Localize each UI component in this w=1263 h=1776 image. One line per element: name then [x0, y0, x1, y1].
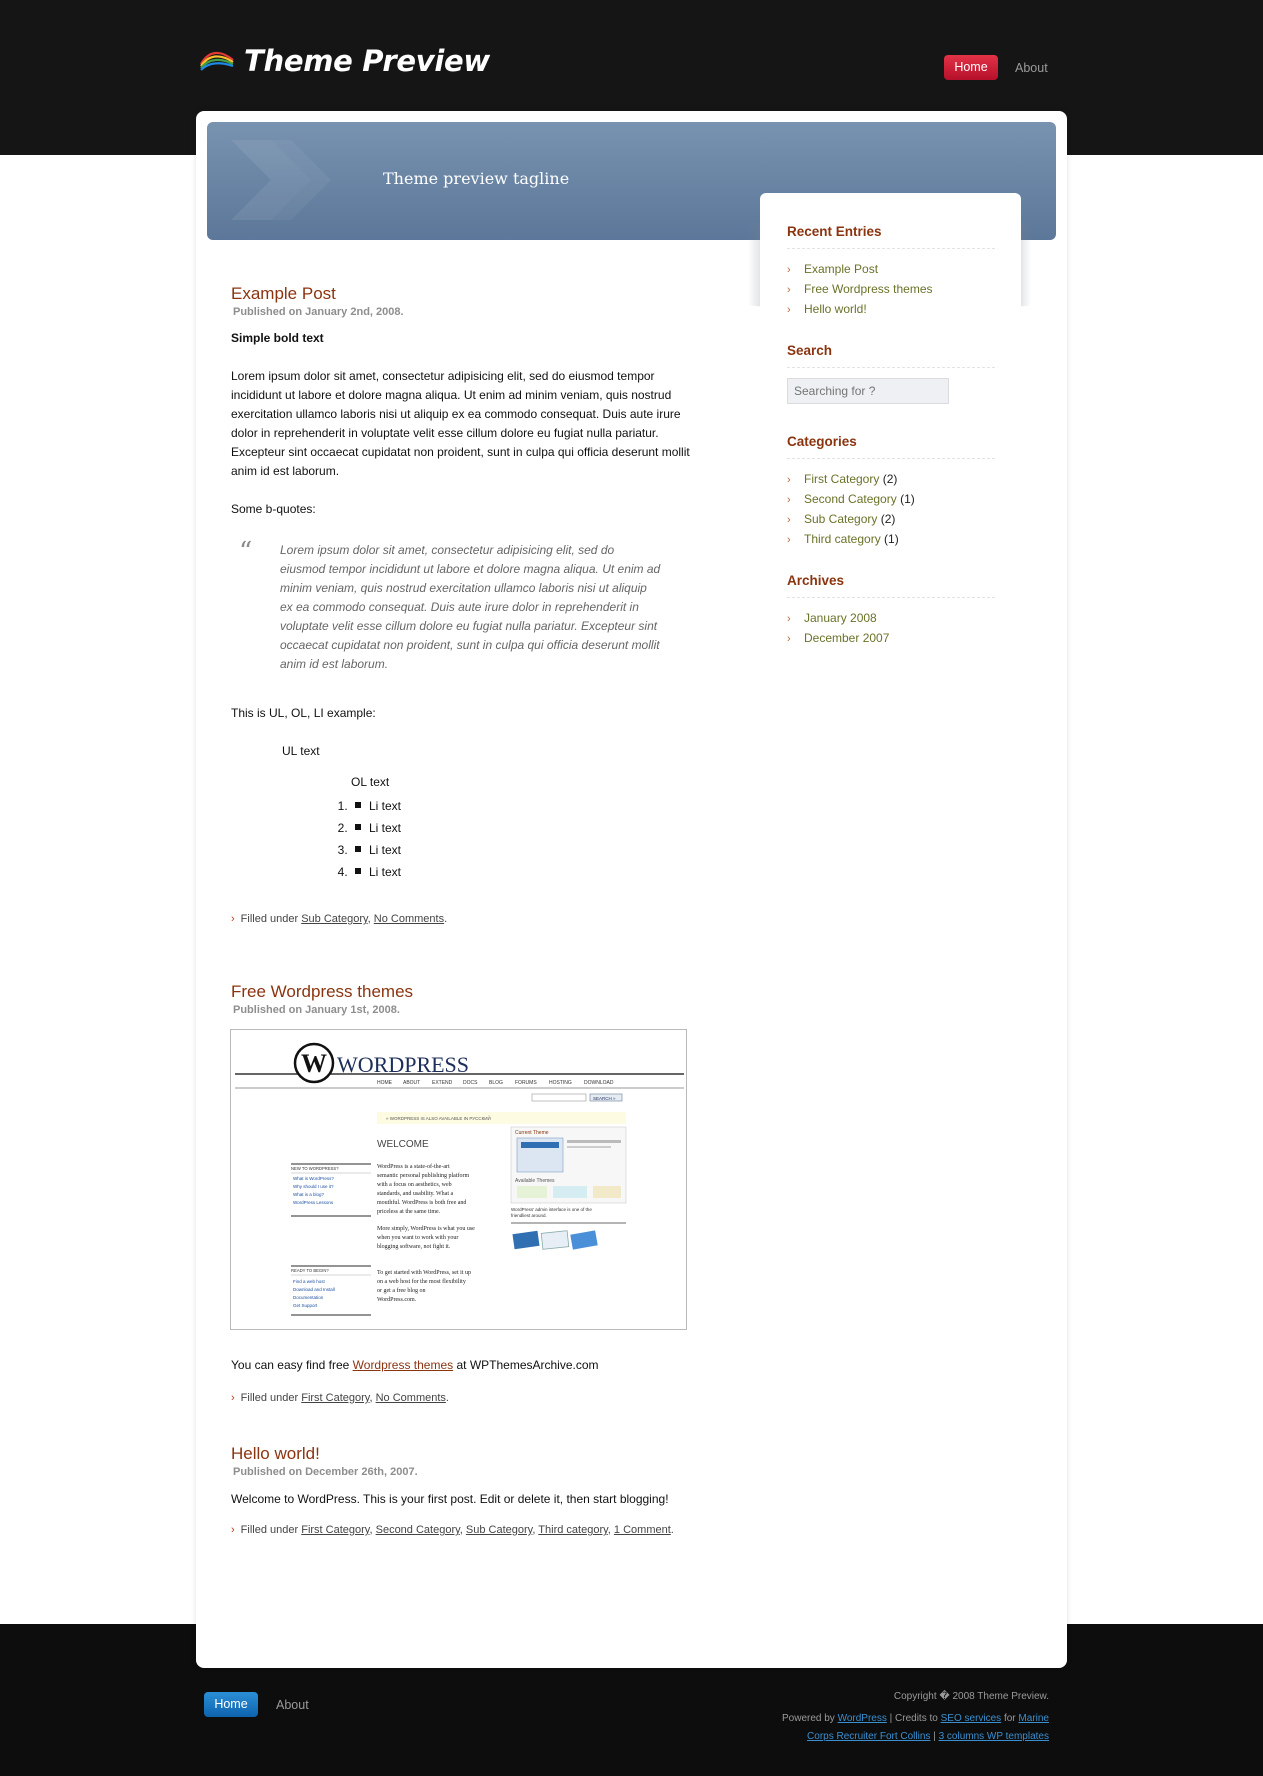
wp-logo: WORDPRESS [337, 1052, 470, 1077]
wp-left-link: Get Support [293, 1303, 318, 1308]
wp-left-link: Documentation [293, 1295, 324, 1300]
wp-current-theme: Current Theme [515, 1130, 549, 1136]
search-widget [787, 343, 995, 404]
widget-title: Recent Entries [787, 224, 995, 249]
chevron-right-icon: › [231, 1392, 235, 1404]
category-link[interactable]: First Category [301, 1392, 370, 1404]
wp-left-heading: READY TO BEGIN? [291, 1268, 329, 1273]
wp-left-link: What is WordPress? [293, 1176, 334, 1181]
li-text: Li text [369, 821, 402, 835]
post-free-themes [231, 982, 706, 1016]
seo-services-link[interactable]: SEO services [940, 1713, 1002, 1724]
li-text: Li text [369, 865, 402, 879]
top-nav [944, 55, 1048, 80]
chevron-right-icon: › [787, 474, 791, 486]
archive-link[interactable]: January 2008 [804, 611, 877, 625]
chevron-right-icon [231, 140, 341, 220]
nav-home-button[interactable]: Home [944, 55, 998, 80]
wp-caption-line: WordPress' admin interface is one of the [511, 1207, 592, 1212]
wp-nav-item: HOSTING [549, 1080, 572, 1086]
chevron-right-icon: › [787, 534, 791, 546]
list-item [787, 509, 995, 529]
wordpress-screenshot [231, 1030, 687, 1330]
wp-body-line: To get started with WordPress, set it up [377, 1270, 471, 1276]
list-item [787, 529, 995, 549]
corps-recruiter-link[interactable]: Corps Recruiter Fort Collins [807, 1731, 931, 1742]
wp-left-link: Why should I use it? [293, 1184, 334, 1189]
wp-nav-item: EXTEND [432, 1080, 453, 1086]
credits-line [782, 1728, 1049, 1746]
credits-separator: | [933, 1731, 936, 1742]
wp-welcome: WELCOME [377, 1139, 429, 1150]
chevron-right-icon: › [787, 613, 791, 625]
wp-nav-item: DOCS [463, 1080, 478, 1086]
recent-entry-link[interactable]: Hello world! [804, 302, 867, 316]
widget-title: Categories [787, 434, 995, 459]
ordered-list [351, 795, 706, 883]
category-link[interactable]: Sub Category [301, 913, 368, 925]
wp-left-link: WordPress Lessons [293, 1200, 334, 1205]
archives-widget [787, 573, 995, 648]
comments-link[interactable]: No Comments [373, 913, 445, 925]
filed-label: Filled under [240, 1392, 299, 1404]
wp-nav-item: ABOUT [403, 1080, 421, 1086]
bquote-intro: Some b-quotes: [231, 502, 316, 516]
category-count: (2) [882, 472, 898, 486]
text-before-link: You can easy find free [231, 1358, 350, 1372]
wp-left-link: Download and Install [293, 1287, 335, 1292]
credits-text: Powered by [782, 1713, 835, 1724]
list-item [787, 608, 995, 628]
wp-templates-link[interactable]: 3 columns WP templates [938, 1731, 1049, 1742]
post-title[interactable]: Hello world! [231, 1444, 320, 1463]
category-link[interactable]: Second Category [375, 1524, 460, 1536]
wordpress-themes-link[interactable]: Wordpress themes [352, 1358, 454, 1372]
list-item [351, 839, 706, 861]
category-link[interactable]: Third category [538, 1524, 608, 1536]
category-link[interactable]: First Category [804, 472, 880, 486]
wp-body-line: on a web host for the most flexibility [377, 1279, 466, 1285]
ul-text: UL text [282, 744, 320, 758]
post-free-themes-body [231, 1356, 706, 1404]
post-meta: › Filled under First Category, No Comments. [231, 1392, 449, 1404]
post-date: Published on December 26th, 2007. [233, 1466, 418, 1478]
logo-swoosh-icon [199, 46, 235, 76]
quote-mark-icon: “ [239, 537, 253, 567]
li-text: Li text [369, 843, 402, 857]
list-item [787, 299, 995, 319]
ol-text: OL text [351, 775, 390, 789]
site-logo[interactable] [199, 44, 490, 78]
wp-body-line: with a focus on aesthetics, web [377, 1182, 452, 1188]
category-count: (2) [880, 512, 896, 526]
li-text: Li text [369, 799, 402, 813]
wp-body-line: blogging software, not fight it. [377, 1244, 451, 1250]
wp-nav-item: BLOG [489, 1080, 503, 1086]
post-hello-world [231, 1444, 706, 1536]
list-intro: This is UL, OL, LI example: [231, 706, 376, 720]
chevron-right-icon: › [787, 494, 791, 506]
credits-text: | Credits to [889, 1713, 938, 1724]
chevron-right-icon: › [787, 284, 791, 296]
post-example [231, 284, 706, 925]
wp-body-line: mouthful. WordPress is both free and [377, 1200, 467, 1206]
footer-home-button[interactable]: Home [204, 1692, 258, 1717]
svg-text:W: W [301, 1049, 327, 1078]
archive-link[interactable]: December 2007 [804, 631, 890, 645]
list-item [351, 795, 706, 817]
copyright: Copyright � 2008 Theme Preview. [893, 1691, 1049, 1702]
post-paragraph: Lorem ipsum dolor sit amet, consectetur adipisicing elit, sed do eiusmod tempor incididunt ut labore et dolore magna aliqua. Ut enim ad minim veniam, quis nostrud exercitation ullamco laboris nisi ut aliquip ex ea commodo consequat. Duis aute irure dolor in reprehenderit in voluptate velit esse cillum dolore eu fugiat nulla pariatur. Excepteur sint occaecat cupidatat non proident, sunt in culpa qui officia deserunt mollit anim id est laborum. [231, 369, 690, 478]
credits-line [782, 1710, 1049, 1728]
post-meta: › Filled under First Category, Second Category, Sub Category, Third category, 1 Comment. [231, 1524, 674, 1536]
nav-about-link[interactable]: About [1015, 60, 1048, 75]
list-item [787, 469, 995, 489]
list-item [787, 628, 995, 648]
wp-notice: » WORDPRESS IS ALSO AVAILABLE IN РУССКИЙ [386, 1116, 491, 1121]
post-title[interactable]: Example Post [231, 284, 336, 303]
chevron-right-icon: › [787, 264, 791, 276]
category-link[interactable]: Sub Category [804, 512, 878, 526]
post-text [231, 1356, 706, 1375]
site-title[interactable]: Theme Preview [244, 44, 490, 78]
widget-title: Archives [787, 573, 995, 598]
bold-text: Simple bold text [231, 331, 324, 345]
marine-link[interactable]: Marine [1018, 1713, 1049, 1724]
wp-nav-item: FORUMS [515, 1080, 537, 1086]
wp-left-link: Find a web host [293, 1279, 325, 1284]
widget-title: Search [787, 343, 995, 368]
wp-body-line: WordPress is a state-of-the-art [377, 1164, 450, 1170]
wp-nav-item: HOME [377, 1080, 392, 1086]
category-link[interactable]: First Category [301, 1524, 370, 1536]
category-link[interactable]: Second Category [804, 492, 897, 506]
list-item [351, 861, 706, 883]
chevron-right-icon: › [787, 304, 791, 316]
search-input[interactable] [787, 378, 949, 404]
wp-body-line: More simply, WordPress is what you use [377, 1226, 475, 1232]
filed-label: Filled under [240, 913, 299, 925]
chevron-right-icon: › [787, 633, 791, 645]
categories-widget [787, 434, 995, 549]
post-date: Published on January 1st, 2008. [233, 1004, 400, 1016]
site-tagline: Theme preview tagline [383, 169, 570, 188]
recent-entries-widget [787, 224, 995, 319]
wp-available-themes: Available Themes [515, 1178, 555, 1184]
category-count: (1) [884, 532, 899, 546]
wp-body-line: standards, and usability. What a [377, 1191, 454, 1197]
wordpress-screenshot-image [230, 1029, 687, 1330]
wordpress-link[interactable]: WordPress [837, 1713, 887, 1724]
text-after-link: at WPThemesArchive.com [456, 1358, 599, 1372]
wp-body-line: when you want to work with your [377, 1235, 459, 1241]
recent-entry-link[interactable]: Free Wordpress themes [804, 282, 933, 296]
category-link[interactable]: Sub Category [465, 1524, 533, 1536]
wp-left-link: What is a blog? [293, 1192, 325, 1197]
wp-body-line: semantic personal publishing platform [377, 1173, 470, 1179]
wp-left-heading: NEW TO WORDPRESS? [291, 1166, 339, 1171]
post-meta: › Filled under Sub Category, No Comments. [231, 913, 448, 925]
wp-body-line: WordPress.com. [377, 1297, 417, 1303]
recent-entry-link[interactable]: Example Post [804, 262, 879, 276]
comments-link[interactable]: No Comments [375, 1392, 446, 1404]
blockquote [231, 537, 661, 674]
footer-about-link[interactable]: About [276, 1697, 309, 1712]
post-text: Welcome to WordPress. This is your first post. Edit or delete it, then start blogging! [231, 1492, 669, 1506]
category-link[interactable]: Third category [804, 532, 881, 546]
list-item [787, 259, 995, 279]
comments-link[interactable]: 1 Comment [613, 1524, 671, 1536]
post-title[interactable]: Free Wordpress themes [231, 982, 414, 1001]
wp-caption-line: friendliest around. [511, 1213, 547, 1218]
chevron-right-icon: › [231, 913, 235, 925]
wp-body-line: or get a free blog on [377, 1288, 426, 1294]
wp-nav-item: DOWNLOAD [584, 1080, 614, 1086]
chevron-right-icon: › [231, 1524, 235, 1536]
credits-text: for [1003, 1713, 1016, 1724]
wp-body-line: priceless at the same time. [377, 1209, 441, 1215]
chevron-right-icon: › [787, 514, 791, 526]
post-date: Published on January 2nd, 2008. [233, 306, 404, 318]
list-item [787, 489, 995, 509]
category-count: (1) [900, 492, 915, 506]
quote-text: Lorem ipsum dolor sit amet, consectetur adipisicing elit, sed do eiusmod tempor incididunt ut labore et dolore magna aliqua. Ut enim ad minim veniam, quis nostrud exercitation ullamco laboris nisi ut aliquip ex ea commodo consequat. Duis aute irure dolor in reprehenderit in voluptate velit esse cillum dolore eu fugiat nulla pariatur. Excepteur sint occaecat cupidatat non proident, sunt in culpa qui officia deserunt mollit anim id est laborum. [280, 543, 661, 671]
filed-label: Filled under [240, 1524, 299, 1536]
wp-search-button: SEARCH » [593, 1096, 616, 1101]
list-item [351, 817, 706, 839]
footer-nav [204, 1692, 309, 1717]
list-item [787, 279, 995, 299]
footer-credits [782, 1688, 1049, 1746]
